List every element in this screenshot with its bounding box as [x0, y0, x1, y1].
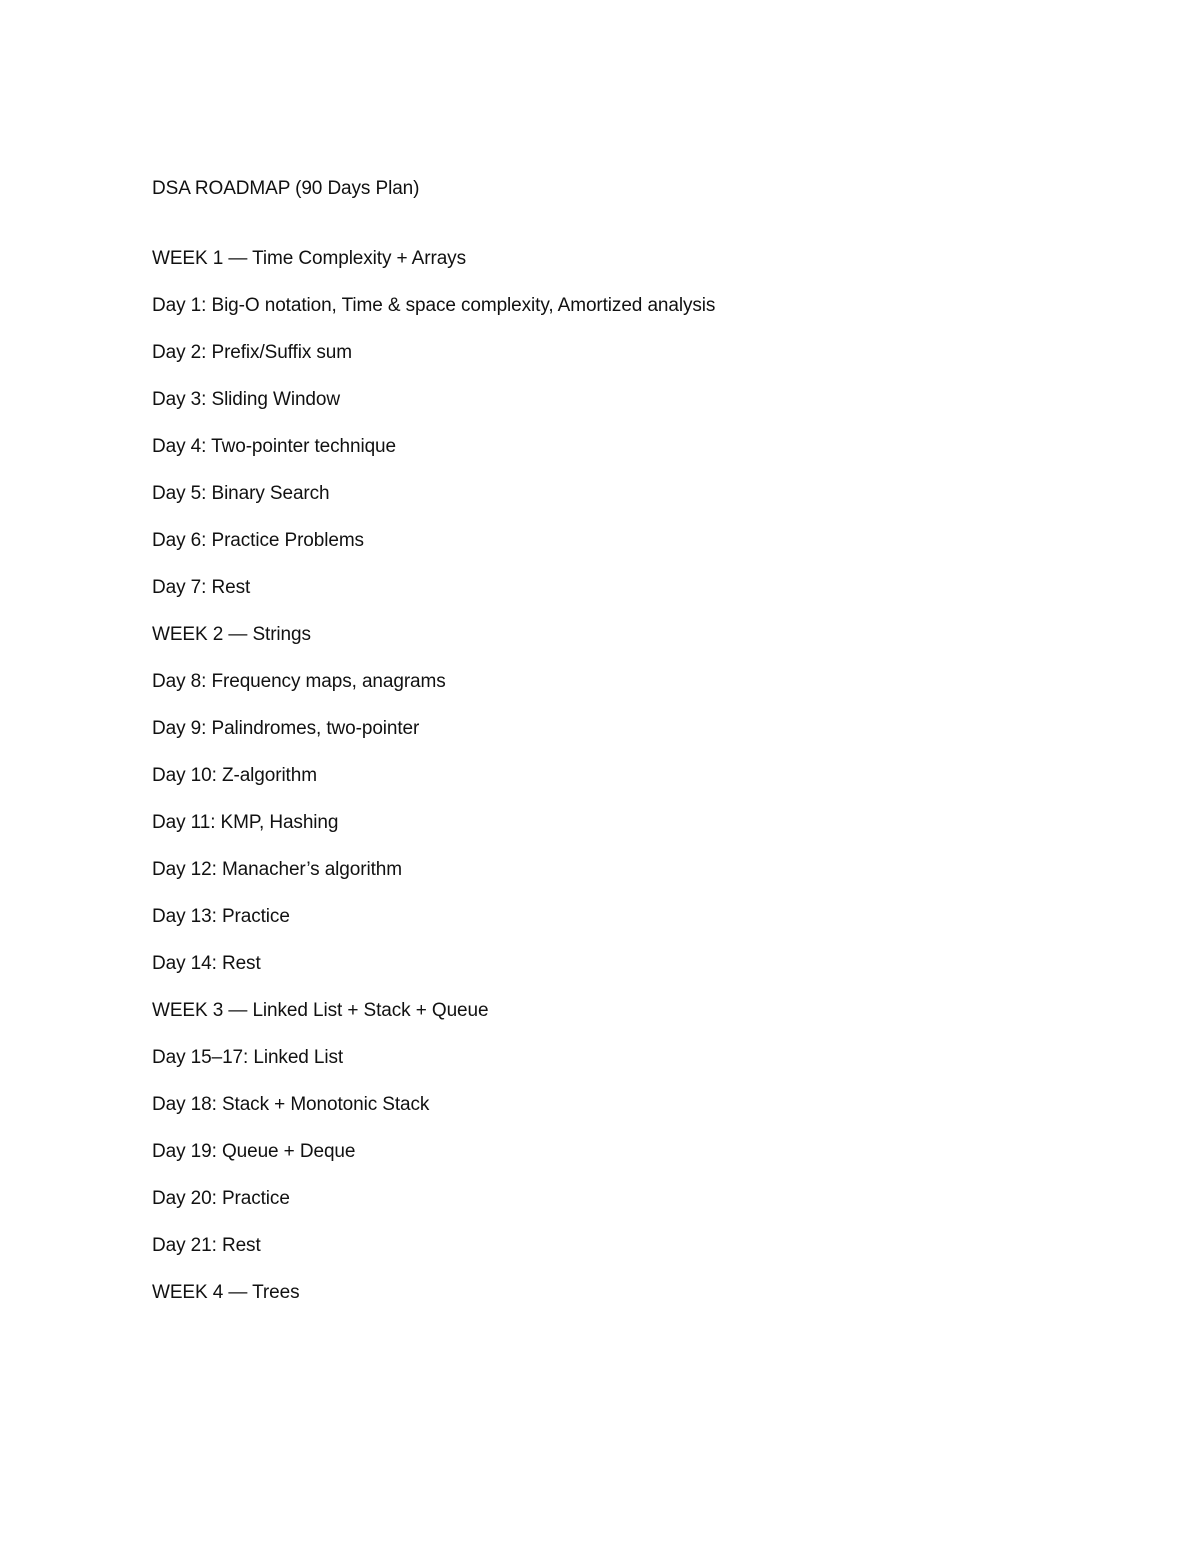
day-item: Day 15–17: Linked List [152, 1047, 344, 1068]
day-item: Day 14: Rest [152, 953, 261, 974]
day-item: Day 7: Rest [152, 577, 251, 598]
day-item: Day 8: Frequency maps, anagrams [152, 671, 446, 692]
week-heading: WEEK 3 — Linked List + Stack + Queue [152, 1000, 489, 1021]
week-section-4 [152, 1282, 1112, 1304]
day-item: Day 5: Binary Search [152, 483, 330, 504]
week-section-1 [152, 248, 1112, 599]
week-heading: WEEK 1 — Time Complexity + Arrays [152, 248, 466, 269]
day-item: Day 21: Rest [152, 1235, 261, 1256]
week-heading: WEEK 4 — Trees [152, 1282, 300, 1303]
day-item: Day 20: Practice [152, 1188, 290, 1209]
day-item: Day 6: Practice Problems [152, 530, 364, 551]
day-item: Day 13: Practice [152, 906, 290, 927]
day-item: Day 9: Palindromes, two-pointer [152, 718, 420, 739]
day-item: Day 3: Sliding Window [152, 389, 340, 410]
day-item: Day 4: Two-pointer technique [152, 436, 396, 457]
week-section-3 [152, 1000, 1112, 1257]
page-title: DSA ROADMAP (90 Days Plan) [152, 178, 420, 199]
day-item: Day 19: Queue + Deque [152, 1141, 356, 1162]
day-item: Day 11: KMP, Hashing [152, 812, 339, 833]
day-item: Day 2: Prefix/Suffix sum [152, 342, 352, 363]
document-content [152, 178, 1112, 1329]
day-item: Day 1: Big-O notation, Time & space complexity, Amortized analysis [152, 295, 716, 316]
week-section-2 [152, 624, 1112, 975]
week-heading: WEEK 2 — Strings [152, 624, 311, 645]
day-item: Day 18: Stack + Monotonic Stack [152, 1094, 430, 1115]
day-item: Day 12: Manacher’s algorithm [152, 859, 402, 880]
day-item: Day 10: Z-algorithm [152, 765, 317, 786]
